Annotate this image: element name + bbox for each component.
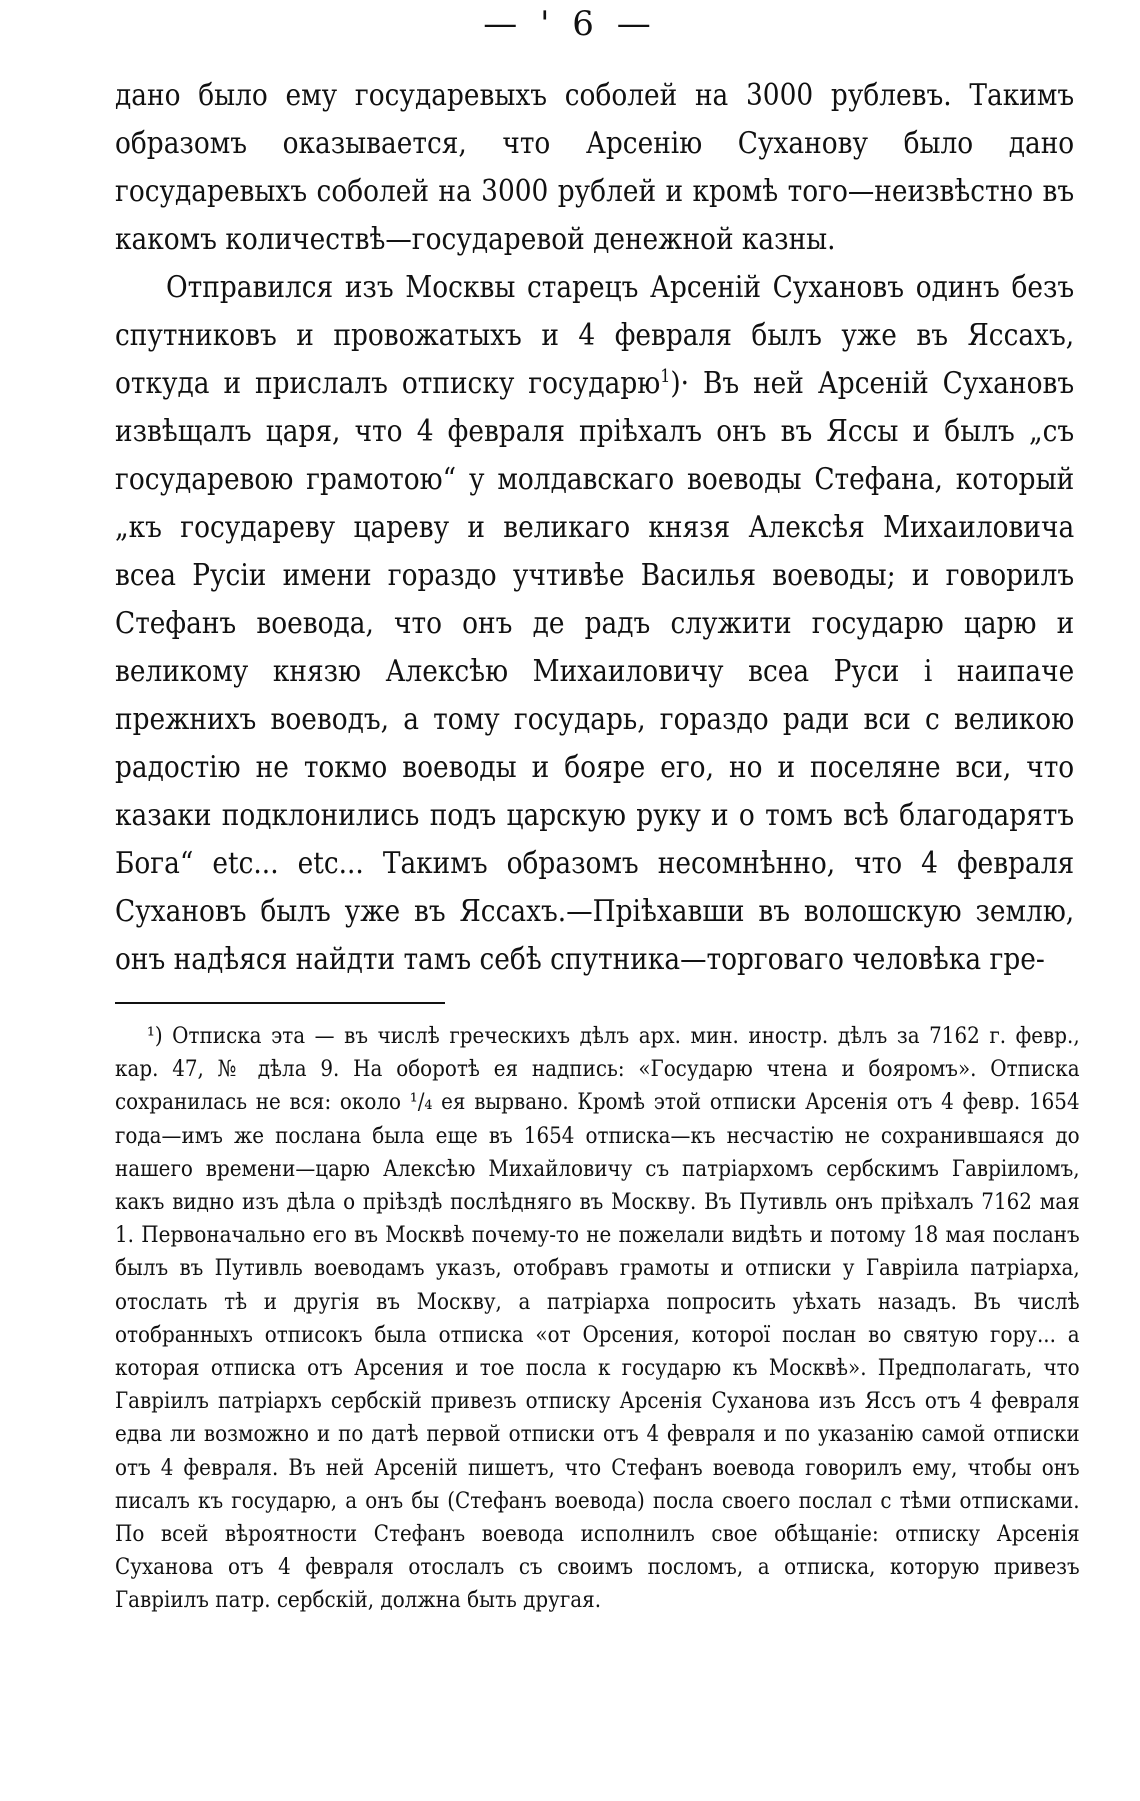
footnote-marker: ¹)	[146, 1023, 163, 1049]
footnote	[115, 1020, 1080, 1618]
paragraph-1: дано было ему государевыхъ соболей на 3000 рублевъ. Такимъ образомъ оказывается, что Арсенію Суханову было дано государевыхъ соболей на 3000 рублей и кромѣ того—неизвѣстно въ какомъ количествѣ—государевой денежной казны.	[115, 78, 1075, 257]
paragraph-2-rest: )· Въ ней Арсеній Сухановъ извѣщалъ царя, что 4 февраля пріѣхалъ онъ въ Яссы и былъ „съ государевою грамотою“ у молдавскаго воеводы Стефана, который „къ государеву цареву и великаго князя Алексѣя Михаиловича всеа Русіи имени гораздо учтивѣе Василья воеводы; и говорилъ Стефанъ воевода, что онъ де радъ служити государю царю и великому князю Алексѣю Михаиловичу всеа Руси і наипаче прежнихъ воеводъ, а тому государь, гораздо ради вси с великою радостію не токмо воеводы и бояре его, но и поселяне вси, что казаки подклонились подъ царскую руку и о томъ всѣ благодарятъ Бога“ etc... etc... Такимъ образомъ несомнѣнно, что 4 февраля Сухановъ былъ уже въ Яссахъ.—Пріѣхавши въ волошскую землю, онъ надѣяся найдти тамъ себѣ спутника—торговаго человѣка гре-	[115, 366, 1075, 977]
paragraph-2	[115, 264, 1074, 984]
footnote-divider	[115, 1002, 445, 1004]
footnote-reference: 1	[660, 366, 671, 387]
footnote-paragraph	[115, 1020, 1080, 1618]
footnote-text: Отписка эта — въ числѣ греческихъ дѣлъ арх. мин. иностр. дѣлъ за 7162 г. февр., кар. 47, № дѣла 9. На оборотѣ ея надпись: «Государю чтена и бояромъ». Отписка сохранилась не вся: около ¹/₄ ея вырвано. Кромѣ этой отписки Арсенія отъ 4 февр. 1654 года—имъ же послана была еще въ 1654 отписка—къ несчастію не сохранившаяся до нашего времени—царю Алексѣю Михайловичу съ патріархомъ сербскимъ Гавріиломъ, какъ видно изъ дѣла о пріѣздѣ послѣдняго въ Москву. Въ Путивль онъ пріѣхалъ 7162 мая 1. Первоначально его въ Москвѣ почему-то не пожелали видѣть и потому 18 мая посланъ былъ въ Путивль воеводамъ указъ, отобравъ грамоты и отписки у Гавріила патріарха, отослать тѣ и другія въ Москву, а патріарха попросить уѣхать назадъ. Въ числѣ отобранныхъ отписокъ была отписка «от Орсения, которої послан во святую гору... а которая отписка отъ Арсения и тое посла к государю къ Москвѣ». Предполагать, что Гавріилъ патріархъ сербскій привезъ отписку Арсенія Суханова изъ Яссъ отъ 4 февраля едва ли возможно и по датѣ первой отписки отъ 4 февраля и по указанію самой отписки отъ 4 февраля. Въ ней Арсеній пишетъ, что Стефанъ воевода говорилъ ему, чтобы онъ писалъ къ государю, а онъ бы (Стефанъ воевода) посла своего послал с тѣми отписками. По всей вѣроятности Стефанъ воевода исполнилъ свое обѣщаніе: отписку Арсенія Суханова отъ 4 февраля отослалъ съ своимъ посломъ, а отписка, которую привезъ Гавріилъ патр. сербскій, должна быть другая.	[115, 1023, 1080, 1614]
page-number: — ' 6 —	[483, 4, 657, 44]
main-text	[115, 72, 1074, 984]
paragraph-2-start: Отправился изъ Москвы старецъ Арсеній Сухановъ одинъ безъ спутниковъ и провожатыхъ и 4 февраля былъ уже въ Яссахъ, откуда и прислалъ отписку государю	[115, 270, 1075, 401]
